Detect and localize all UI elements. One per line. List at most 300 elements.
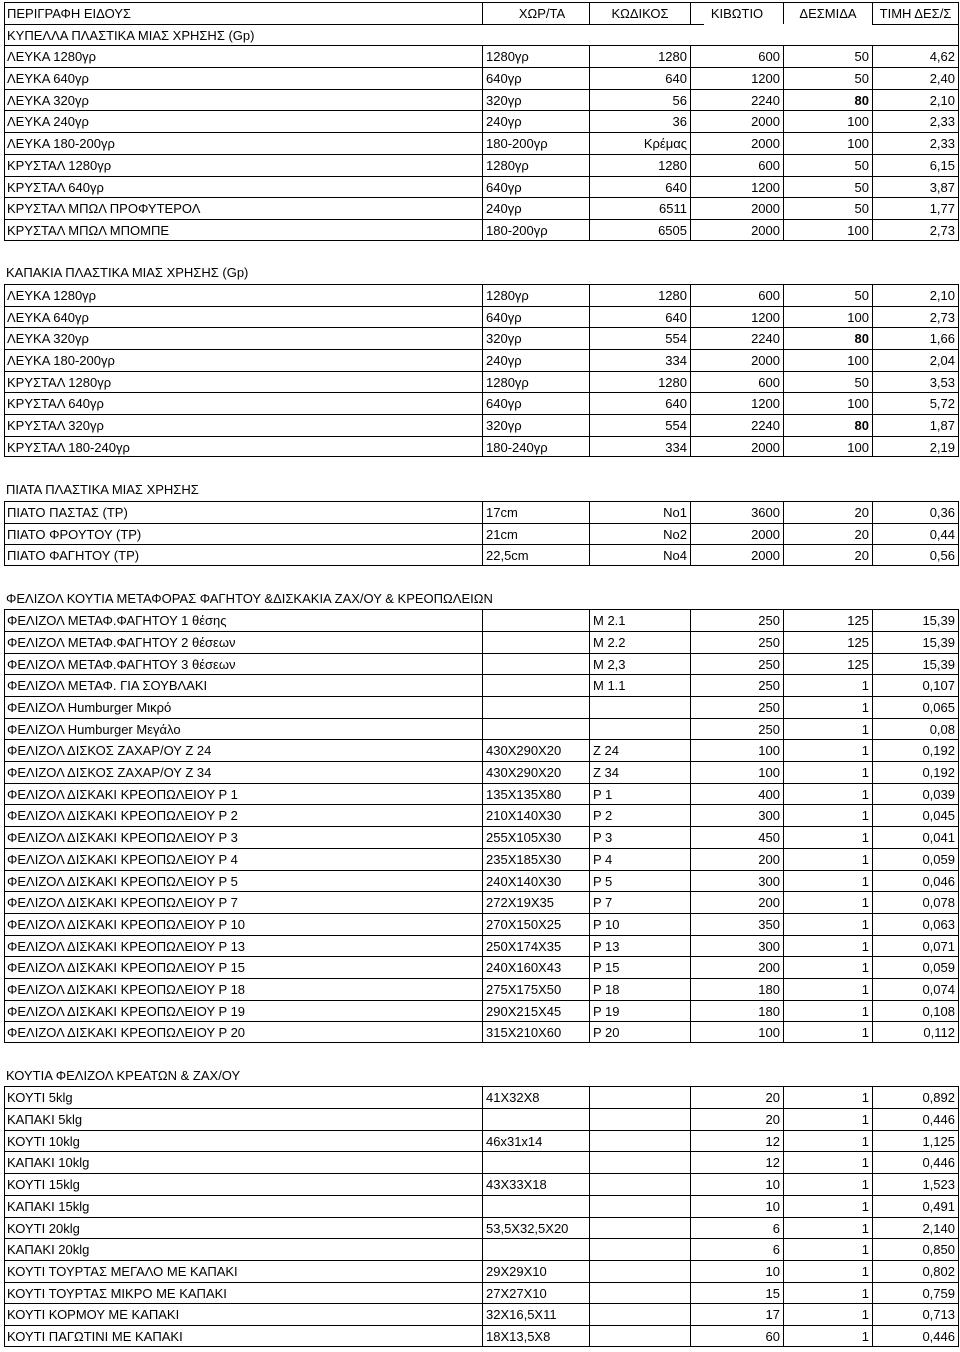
item-capacity: 640γρ	[482, 392, 589, 414]
item-box: 10	[690, 1173, 783, 1195]
item-price: 2,04	[872, 349, 959, 371]
item-description: ΛΕΥΚΑ 320γρ	[4, 327, 482, 349]
item-price: 0,074	[872, 978, 959, 1000]
item-description: ΦΕΛΙΖΟΛ ΔΙΣΚΑΚΙ ΚΡΕΟΠΩΛΕΙΟΥ Ρ 1	[4, 783, 482, 805]
item-description: ΚΟΥΤΙ ΚΟΡΜΟΥ ΜΕ ΚΑΠΑΚΙ	[4, 1303, 482, 1325]
header-bundle: ΔΕΣΜΙΔΑ	[783, 2, 872, 24]
item-price: 0,041	[872, 826, 959, 848]
item-box: 100	[690, 761, 783, 783]
item-description: ΛΕΥΚΑ 240γρ	[4, 110, 482, 132]
item-code: Ρ 4	[589, 848, 690, 870]
item-code: Μ 2.1	[589, 609, 690, 631]
table-row	[2, 1217, 959, 1239]
item-box: 600	[690, 284, 783, 306]
item-bundle: 80	[783, 414, 872, 436]
item-code: 1280	[589, 284, 690, 306]
item-bundle: 1	[783, 1130, 872, 1152]
item-capacity: 640γρ	[482, 306, 589, 328]
item-description: ΦΕΛΙΖΟΛ ΔΙΣΚΑΚΙ ΚΡΕΟΠΩΛΕΙΟΥ Ρ 20	[4, 1021, 482, 1043]
item-price: 0,759	[872, 1282, 959, 1304]
item-capacity: 46x31x14	[482, 1130, 589, 1152]
item-code: Μ 2.2	[589, 631, 690, 653]
item-description: ΚΡΥΣΤΑΛ 640γρ	[4, 392, 482, 414]
item-box: 15	[690, 1282, 783, 1304]
item-box: 1200	[690, 306, 783, 328]
item-box: 60	[690, 1325, 783, 1347]
table-row	[2, 414, 959, 436]
item-price: 2,10	[872, 89, 959, 111]
section-title: ΠΙΑΤΑ ΠΛΑΣΤΙΚΑ ΜΙΑΣ ΧΡΗΣΗΣ	[6, 482, 199, 498]
item-box: 2000	[690, 219, 783, 241]
item-bundle: 100	[783, 132, 872, 154]
item-description: ΦΕΛΙΖΟΛ ΜΕΤΑΦ.ΦΑΓΗΤΟΥ 1 θέσης	[4, 609, 482, 631]
item-price: 0,065	[872, 696, 959, 718]
table-row	[2, 154, 959, 176]
item-capacity: 22,5cm	[482, 544, 589, 566]
item-bundle: 50	[783, 176, 872, 198]
item-bundle: 1	[783, 1325, 872, 1347]
item-code: Νο4	[589, 544, 690, 566]
item-code: 1280	[589, 45, 690, 67]
item-box: 20	[690, 1086, 783, 1108]
item-capacity: 18Χ13,5Χ8	[482, 1325, 589, 1347]
item-box: 6	[690, 1217, 783, 1239]
item-price: 0,192	[872, 739, 959, 761]
item-box: 300	[690, 935, 783, 957]
item-price: 0,071	[872, 935, 959, 957]
table-row	[2, 1260, 959, 1282]
item-code: Ρ 20	[589, 1021, 690, 1043]
item-description: ΚΟΥΤΙ ΤΟΥΡΤΑΣ ΜΕΓΑΛΟ ΜΕ ΚΑΠΑΚΙ	[4, 1260, 482, 1282]
item-capacity: 275Χ175Χ50	[482, 978, 589, 1000]
item-bundle: 1	[783, 978, 872, 1000]
item-description: ΦΕΛΙΖΟΛ ΔΙΣΚΑΚΙ ΚΡΕΟΠΩΛΕΙΟΥ Ρ 15	[4, 956, 482, 978]
item-code	[589, 1238, 690, 1260]
table-row	[2, 891, 959, 913]
item-price: 4,62	[872, 45, 959, 67]
item-price: 2,73	[872, 306, 959, 328]
item-description: ΛΕΥΚΑ 1280γρ	[4, 284, 482, 306]
item-code: Ζ 24	[589, 739, 690, 761]
item-price: 0,059	[872, 848, 959, 870]
item-code	[589, 1108, 690, 1130]
item-description: ΚΡΥΣΤΑΛ 1280γρ	[4, 154, 482, 176]
item-bundle: 1	[783, 674, 872, 696]
table-row	[2, 67, 959, 89]
item-box: 1200	[690, 392, 783, 414]
item-bundle: 125	[783, 653, 872, 675]
item-bundle: 1	[783, 870, 872, 892]
item-code: Μ 1.1	[589, 674, 690, 696]
item-description: ΦΕΛΙΖΟΛ ΜΕΤΑΦ.ΦΑΓΗΤΟΥ 3 θέσεων	[4, 653, 482, 675]
item-price: 5,72	[872, 392, 959, 414]
item-bundle: 1	[783, 913, 872, 935]
item-price: 15,39	[872, 609, 959, 631]
item-description: ΠΙΑΤΟ ΠΑΣΤΑΣ (ΤΡ)	[4, 501, 482, 523]
item-capacity	[482, 631, 589, 653]
section-title-row	[2, 1065, 959, 1087]
section-title: ΚΑΠΑΚΙΑ ΠΛΑΣΤΙΚΑ ΜΙΑΣ ΧΡΗΣΗΣ (Gp)	[6, 265, 249, 281]
item-box: 2240	[690, 89, 783, 111]
item-box: 600	[690, 154, 783, 176]
item-capacity	[482, 1151, 589, 1173]
item-bundle: 20	[783, 501, 872, 523]
item-capacity: 320γρ	[482, 414, 589, 436]
item-bundle: 50	[783, 67, 872, 89]
item-box: 180	[690, 1000, 783, 1022]
item-price: 0,046	[872, 870, 959, 892]
item-box: 600	[690, 45, 783, 67]
item-capacity: 17cm	[482, 501, 589, 523]
item-box: 600	[690, 371, 783, 393]
item-code	[589, 1303, 690, 1325]
item-bundle: 1	[783, 696, 872, 718]
item-bundle: 80	[783, 327, 872, 349]
item-code: 36	[589, 110, 690, 132]
item-bundle: 100	[783, 436, 872, 458]
item-price: 0,44	[872, 523, 959, 545]
item-price: 0,56	[872, 544, 959, 566]
section-title-row	[2, 479, 959, 501]
item-capacity: 41Χ32Χ8	[482, 1086, 589, 1108]
item-bundle: 100	[783, 219, 872, 241]
item-price: 0,192	[872, 761, 959, 783]
section-title-row	[2, 24, 959, 46]
item-description: ΦΕΛΙΖΟΛ ΔΙΣΚΑΚΙ ΚΡΕΟΠΩΛΕΙΟΥ Ρ 2	[4, 804, 482, 826]
item-bundle: 1	[783, 826, 872, 848]
item-description: ΚΟΥΤΙ ΠΑΓΩΤΙΝΙ ΜΕ ΚΑΠΑΚΙ	[4, 1325, 482, 1347]
item-code: Ρ 2	[589, 804, 690, 826]
item-description: ΦΕΛΙΖΟΛ ΔΙΣΚΟΣ ΖΑΧΑΡ/ΟΥ Ζ 34	[4, 761, 482, 783]
table-row	[2, 327, 959, 349]
item-capacity: 430Χ290Χ20	[482, 761, 589, 783]
table-row	[2, 306, 959, 328]
item-description: ΚΑΠΑΚΙ 10klg	[4, 1151, 482, 1173]
item-code: Νο1	[589, 501, 690, 523]
item-description: ΦΕΛΙΖΟΛ ΜΕΤΑΦ.ΦΑΓΗΤΟΥ 2 θέσεων	[4, 631, 482, 653]
item-box: 200	[690, 848, 783, 870]
section-spacer	[2, 1043, 959, 1065]
item-description: ΚΟΥΤΙ 15klg	[4, 1173, 482, 1195]
item-capacity: 1280γρ	[482, 45, 589, 67]
item-box: 17	[690, 1303, 783, 1325]
price-list-sheet	[2, 2, 959, 1347]
item-capacity: 430Χ290Χ20	[482, 739, 589, 761]
table-row	[2, 956, 959, 978]
item-code: 554	[589, 414, 690, 436]
item-code	[589, 1325, 690, 1347]
item-box: 1200	[690, 67, 783, 89]
item-bundle: 50	[783, 371, 872, 393]
item-description: ΛΕΥΚΑ 640γρ	[4, 306, 482, 328]
item-box: 2000	[690, 110, 783, 132]
item-description: ΦΕΛΙΖΟΛ ΔΙΣΚΑΚΙ ΚΡΕΟΠΩΛΕΙΟΥ Ρ 18	[4, 978, 482, 1000]
item-code	[589, 1173, 690, 1195]
item-box: 100	[690, 739, 783, 761]
item-capacity: 640γρ	[482, 176, 589, 198]
item-capacity: 21cm	[482, 523, 589, 545]
item-code: Μ 2,3	[589, 653, 690, 675]
item-capacity	[482, 1108, 589, 1130]
item-bundle: 1	[783, 1086, 872, 1108]
item-price: 2,33	[872, 110, 959, 132]
item-code: Ρ 19	[589, 1000, 690, 1022]
item-capacity: 272Χ19Χ35	[482, 891, 589, 913]
item-bundle: 1	[783, 718, 872, 740]
table-row	[2, 804, 959, 826]
item-price: 2,19	[872, 436, 959, 458]
item-box: 2240	[690, 327, 783, 349]
item-code: Ρ 18	[589, 978, 690, 1000]
item-code: Ρ 15	[589, 956, 690, 978]
item-code: Ρ 1	[589, 783, 690, 805]
item-description: ΚΡΥΣΤΑΛ ΜΠΩΛ ΜΠΟΜΠΕ	[4, 219, 482, 241]
item-box: 450	[690, 826, 783, 848]
item-code: Ρ 7	[589, 891, 690, 913]
item-box: 300	[690, 870, 783, 892]
item-box: 180	[690, 978, 783, 1000]
table-row	[2, 132, 959, 154]
item-bundle: 20	[783, 523, 872, 545]
item-description: ΚΟΥΤΙ 5klg	[4, 1086, 482, 1108]
item-bundle: 1	[783, 1217, 872, 1239]
item-capacity: 640γρ	[482, 67, 589, 89]
item-price: 2,40	[872, 67, 959, 89]
item-capacity: 32Χ16,5Χ11	[482, 1303, 589, 1325]
item-code: 6511	[589, 197, 690, 219]
item-box: 250	[690, 631, 783, 653]
item-price: 2,73	[872, 219, 959, 241]
item-price: 1,523	[872, 1173, 959, 1195]
item-code	[589, 696, 690, 718]
item-price: 3,53	[872, 371, 959, 393]
item-box: 2000	[690, 436, 783, 458]
item-description: ΛΕΥΚΑ 640γρ	[4, 67, 482, 89]
table-row	[2, 783, 959, 805]
table-row	[2, 1151, 959, 1173]
item-price: 0,08	[872, 718, 959, 740]
item-code	[589, 1086, 690, 1108]
section-spacer	[2, 566, 959, 588]
item-capacity: 1280γρ	[482, 154, 589, 176]
table-row	[2, 631, 959, 653]
item-price: 0,107	[872, 674, 959, 696]
item-capacity: 315Χ210Χ60	[482, 1021, 589, 1043]
table-row	[2, 674, 959, 696]
header-row	[2, 2, 959, 24]
item-code: Ρ 13	[589, 935, 690, 957]
table-row	[2, 349, 959, 371]
table-row	[2, 1325, 959, 1347]
item-bundle: 80	[783, 89, 872, 111]
item-price: 0,112	[872, 1021, 959, 1043]
item-price: 0,491	[872, 1195, 959, 1217]
item-description: ΦΕΛΙΖΟΛ Humburger Μεγάλο	[4, 718, 482, 740]
header-price: ΤΙΜΗ ΔΕΣ/Σ	[872, 2, 959, 24]
item-box: 10	[690, 1260, 783, 1282]
item-bundle: 125	[783, 631, 872, 653]
item-code	[589, 1260, 690, 1282]
item-capacity	[482, 674, 589, 696]
item-code: Νο2	[589, 523, 690, 545]
table-row	[2, 718, 959, 740]
item-code: Ρ 3	[589, 826, 690, 848]
item-description: ΚΡΥΣΤΑΛ 640γρ	[4, 176, 482, 198]
item-capacity: 1280γρ	[482, 371, 589, 393]
item-description: ΚΑΠΑΚΙ 20klg	[4, 1238, 482, 1260]
item-code	[589, 1282, 690, 1304]
item-capacity	[482, 718, 589, 740]
item-capacity: 320γρ	[482, 89, 589, 111]
table-row	[2, 1000, 959, 1022]
item-description: ΚΡΥΣΤΑΛ ΜΠΩΛ ΠΡΟΦΥΤΕΡΟΛ	[4, 197, 482, 219]
table-row	[2, 609, 959, 631]
item-price: 1,87	[872, 414, 959, 436]
item-box: 200	[690, 891, 783, 913]
table-row	[2, 89, 959, 111]
item-price: 0,045	[872, 804, 959, 826]
item-code	[589, 1130, 690, 1152]
section-title-end	[872, 24, 959, 46]
item-code: 56	[589, 89, 690, 111]
item-bundle: 100	[783, 349, 872, 371]
item-code	[589, 718, 690, 740]
item-capacity: 240Χ140Χ30	[482, 870, 589, 892]
item-bundle: 1	[783, 1238, 872, 1260]
item-bundle: 1	[783, 739, 872, 761]
item-capacity: 250Χ174Χ35	[482, 935, 589, 957]
table-row	[2, 176, 959, 198]
item-description: ΚΟΥΤΙ ΤΟΥΡΤΑΣ ΜΙΚΡΟ ΜΕ ΚΑΠΑΚΙ	[4, 1282, 482, 1304]
item-capacity: 240γρ	[482, 110, 589, 132]
item-description: ΚΟΥΤΙ 10klg	[4, 1130, 482, 1152]
item-bundle: 100	[783, 306, 872, 328]
item-capacity: 180-200γρ	[482, 219, 589, 241]
item-description: ΚΑΠΑΚΙ 15klg	[4, 1195, 482, 1217]
item-description: ΚΡΥΣΤΑΛ 180-240γρ	[4, 436, 482, 458]
item-bundle: 1	[783, 1260, 872, 1282]
section-title: ΚΟΥΤΙΑ ΦΕΛΙΖΟΛ ΚΡΕΑΤΩΝ & ΖΑΧ/ΟΥ	[6, 1067, 241, 1083]
table-row	[2, 544, 959, 566]
item-capacity: 180-200γρ	[482, 132, 589, 154]
item-description: ΦΕΛΙΖΟΛ ΔΙΣΚΑΚΙ ΚΡΕΟΠΩΛΕΙΟΥ Ρ 4	[4, 848, 482, 870]
item-code	[589, 1217, 690, 1239]
item-price: 2,33	[872, 132, 959, 154]
item-box: 10	[690, 1195, 783, 1217]
item-bundle: 1	[783, 1000, 872, 1022]
item-price: 0,078	[872, 891, 959, 913]
item-capacity: 135Χ135Χ80	[482, 783, 589, 805]
item-box: 2000	[690, 132, 783, 154]
table-row	[2, 1303, 959, 1325]
item-bundle: 100	[783, 392, 872, 414]
item-description: ΠΙΑΤΟ ΦΑΓΗΤΟΥ (ΤΡ)	[4, 544, 482, 566]
item-description: ΛΕΥΚΑ 1280γρ	[4, 45, 482, 67]
item-description: ΦΕΛΙΖΟΛ ΜΕΤΑΦ. ΓΙΑ ΣΟΥΒΛΑΚΙ	[4, 674, 482, 696]
item-price: 0,108	[872, 1000, 959, 1022]
item-code: 640	[589, 67, 690, 89]
item-description: ΦΕΛΙΖΟΛ ΔΙΣΚΑΚΙ ΚΡΕΟΠΩΛΕΙΟΥ Ρ 19	[4, 1000, 482, 1022]
item-description: ΦΕΛΙΖΟΛ ΔΙΣΚΑΚΙ ΚΡΕΟΠΩΛΕΙΟΥ Ρ 3	[4, 826, 482, 848]
item-price: 1,77	[872, 197, 959, 219]
item-bundle: 1	[783, 1173, 872, 1195]
table-row	[2, 913, 959, 935]
item-box: 350	[690, 913, 783, 935]
item-capacity: 43Χ33Χ18	[482, 1173, 589, 1195]
item-capacity: 180-240γρ	[482, 436, 589, 458]
item-description: ΚΟΥΤΙ 20klg	[4, 1217, 482, 1239]
item-price: 0,059	[872, 956, 959, 978]
item-description: ΦΕΛΙΖΟΛ ΔΙΣΚΑΚΙ ΚΡΕΟΠΩΛΕΙΟΥ Ρ 13	[4, 935, 482, 957]
item-capacity: 27Χ27Χ10	[482, 1282, 589, 1304]
item-bundle: 1	[783, 891, 872, 913]
table-row	[2, 935, 959, 957]
table-row	[2, 371, 959, 393]
item-box: 250	[690, 674, 783, 696]
item-code: 640	[589, 176, 690, 198]
item-code: Ζ 34	[589, 761, 690, 783]
header-code: ΚΩΔΙΚΟΣ	[589, 2, 690, 24]
item-price: 0,063	[872, 913, 959, 935]
item-price: 0,446	[872, 1108, 959, 1130]
item-bundle: 1	[783, 761, 872, 783]
item-bundle: 125	[783, 609, 872, 631]
table-row	[2, 1173, 959, 1195]
item-price: 0,850	[872, 1238, 959, 1260]
item-price: 1,125	[872, 1130, 959, 1152]
table-row	[2, 848, 959, 870]
item-price: 0,892	[872, 1086, 959, 1108]
item-box: 2240	[690, 414, 783, 436]
table-row	[2, 197, 959, 219]
item-capacity: 1280γρ	[482, 284, 589, 306]
item-box: 400	[690, 783, 783, 805]
item-price: 2,10	[872, 284, 959, 306]
section-title-row	[2, 262, 959, 284]
table-row	[2, 1195, 959, 1217]
item-price: 0,446	[872, 1325, 959, 1347]
item-capacity	[482, 1195, 589, 1217]
item-capacity: 235Χ185Χ30	[482, 848, 589, 870]
section-title: ΦΕΛΙΖΟΛ ΚΟΥΤΙΑ ΜΕΤΑΦΟΡΑΣ ΦΑΓΗΤΟΥ &ΔΙΣΚΑΚΙΑ ΖΑΧ/ΟΥ & ΚΡΕΟΠΩΛΕΙΩΝ	[6, 590, 493, 606]
header-capacity: ΧΩΡ/ΤΑ	[482, 2, 589, 24]
item-description: ΚΡΥΣΤΑΛ 1280γρ	[4, 371, 482, 393]
item-bundle: 1	[783, 848, 872, 870]
item-capacity: 29Χ29Χ10	[482, 1260, 589, 1282]
item-code: 554	[589, 327, 690, 349]
item-price: 0,36	[872, 501, 959, 523]
item-capacity	[482, 609, 589, 631]
item-capacity: 210Χ140Χ30	[482, 804, 589, 826]
table-row	[2, 1021, 959, 1043]
item-capacity: 270Χ150Χ25	[482, 913, 589, 935]
item-price: 15,39	[872, 631, 959, 653]
item-price: 0,802	[872, 1260, 959, 1282]
item-box: 250	[690, 609, 783, 631]
item-box: 200	[690, 956, 783, 978]
item-box: 2000	[690, 349, 783, 371]
item-code: 1280	[589, 154, 690, 176]
table-row	[2, 219, 959, 241]
item-bundle: 1	[783, 956, 872, 978]
table-row	[2, 696, 959, 718]
table-row	[2, 284, 959, 306]
item-bundle: 1	[783, 1195, 872, 1217]
item-code	[589, 1151, 690, 1173]
item-description: ΛΕΥΚΑ 320γρ	[4, 89, 482, 111]
item-code: 1280	[589, 371, 690, 393]
item-description: ΛΕΥΚΑ 180-200γρ	[4, 132, 482, 154]
